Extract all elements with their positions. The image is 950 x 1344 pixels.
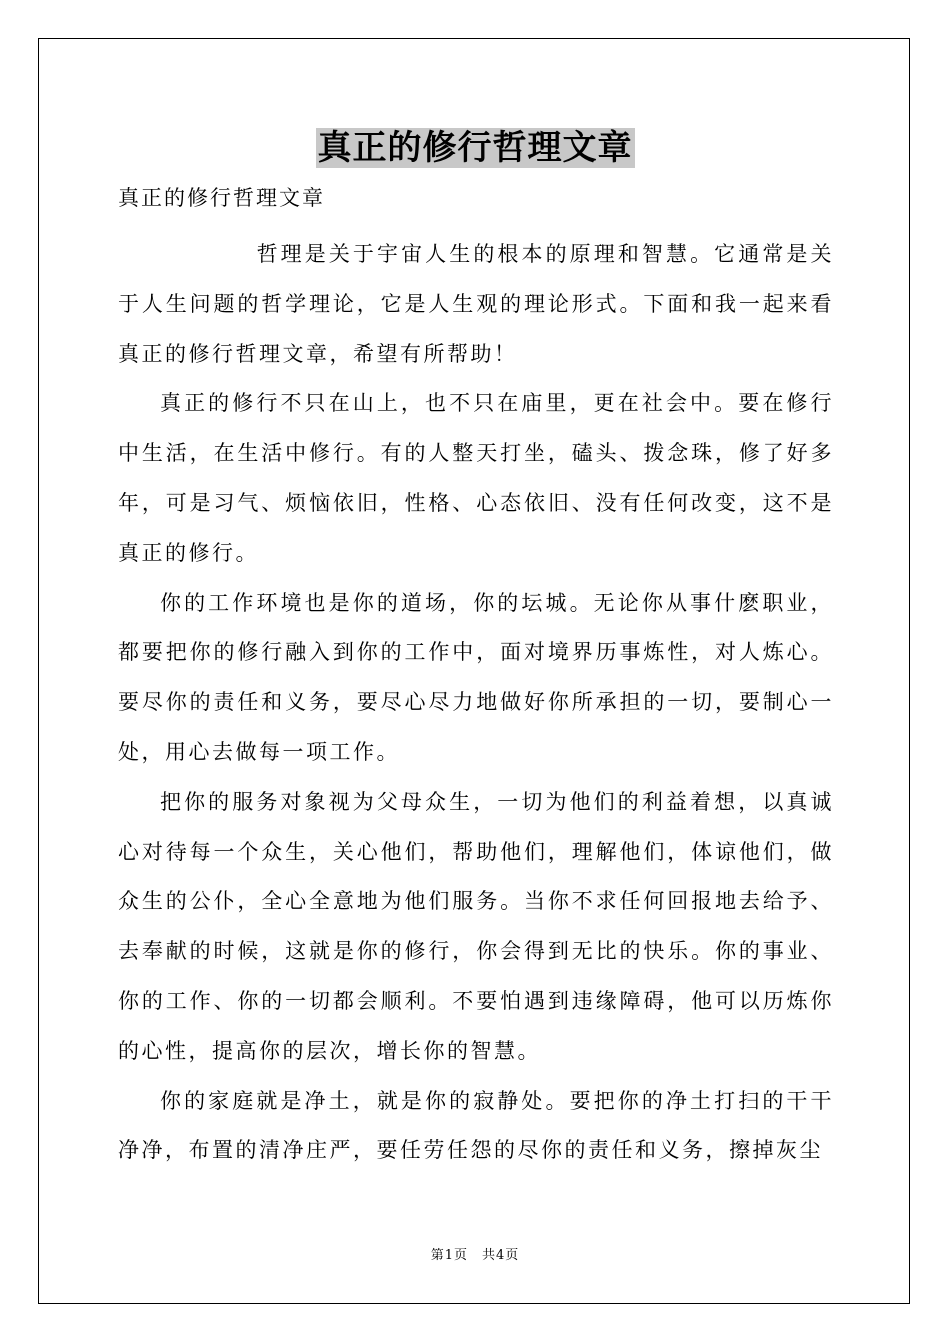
document-title (0, 124, 950, 172)
document-body (118, 230, 834, 1176)
paragraph: 真正的修行不只在山上，也不只在庙里，更在社会中。要在修行中生活，在生活中修行。有的人整天打坐，磕头、拨念珠，修了好多年，可是习气、烦恼依旧，性格、心态依旧、没有任何改变，这不是真正的修行。 (118, 391, 834, 565)
paragraph-intro: 哲理是关于宇宙人生的根本的原理和智慧。它通常是关于人生问题的哲学理论，它是人生观的理论形式。下面和我一起来看真正的修行哲理文章，希望有所帮助！ (118, 242, 834, 366)
document-subtitle: 真正的修行哲理文章 (118, 186, 325, 210)
paragraph: 把你的服务对象视为父母众生，一切为他们的利益着想，以真诚心对待每一个众生，关心他们，帮助他们，理解他们，体谅他们，做众生的公仆，全心全意地为他们服务。当你不求任何回报地去给予、去奉献的时候，这就是你的修行，你会得到无比的快乐。你的事业、你的工作、你的一切都会顺利。不要怕遇到违缘障碍，他可以历炼你的心性，提高你的层次，增长你的智慧。 (118, 789, 834, 1063)
page-number: 第1页 共4页 (430, 1248, 520, 1263)
document-title-text: 真正的修行哲理文章 (317, 128, 633, 168)
paragraph: 你的家庭就是净土，就是你的寂静处。要把你的净土打扫的干干净净，布置的清净庄严，要任劳任怨的尽你的责任和义务，擦掉灰尘 (118, 1088, 834, 1163)
paragraph: 你的工作环境也是你的道场，你的坛城。无论你从事什麽职业，都要把你的修行融入到你的工作中，面对境界历事炼性，对人炼心。要尽你的责任和义务，要尽心尽力地做好你所承担的一切，要制心一处，用心去做每一项工作。 (118, 590, 834, 764)
